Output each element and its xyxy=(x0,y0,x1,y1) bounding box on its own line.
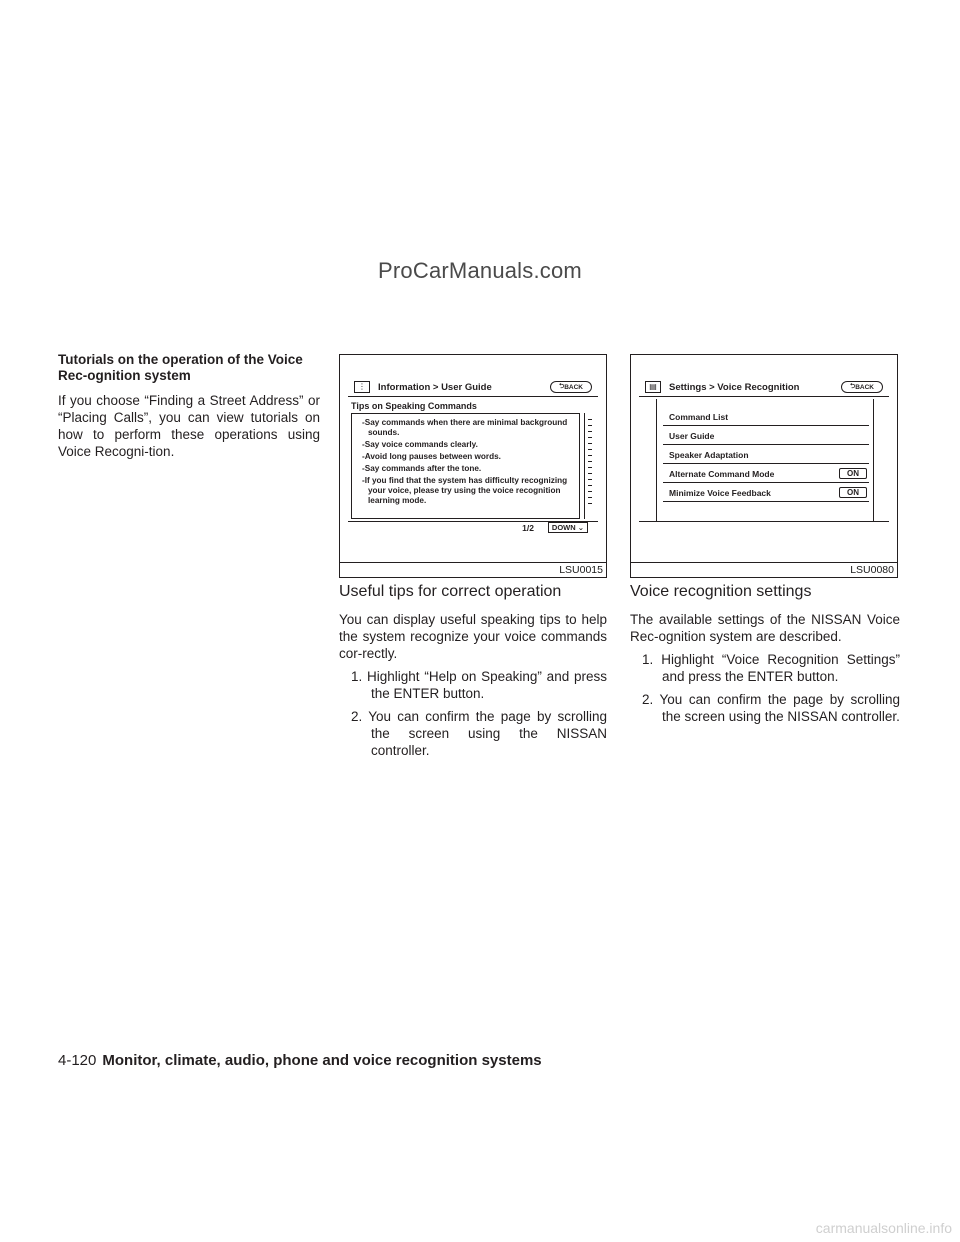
toggle-label: ON xyxy=(847,488,859,497)
screen-voice-settings xyxy=(639,379,889,527)
voice-settings-paragraph: The available settings of the NISSAN Voice Rec-ognition system are described. xyxy=(630,612,900,644)
scrollbar[interactable] xyxy=(584,413,596,519)
back-button[interactable] xyxy=(841,381,883,393)
tip-line: learning mode. xyxy=(368,496,427,505)
voice-settings-steps xyxy=(630,651,900,725)
tip-line: -If you find that the system has difficulty recognizing xyxy=(362,476,568,485)
figure-voice-settings-screen xyxy=(630,354,898,578)
tutorials-paragraph: If you choose “Finding a Street Address” or “Placing Calls”, you can view tutorials on how to perform these operations using Voice Recogni-tion. xyxy=(58,393,320,459)
screen-title: Information > User Guide xyxy=(378,382,492,393)
tip-line: -Say commands when there are minimal background xyxy=(362,418,568,427)
title-divider xyxy=(639,396,889,397)
tip-line: -Say voice commands clearly. xyxy=(362,440,478,449)
left-scroll-strip xyxy=(643,399,657,521)
row-label: Command List xyxy=(669,412,729,422)
settings-row-user-guide[interactable] xyxy=(663,428,869,445)
tutorials-subheading: Tutorials on the operation of the Voice Rec-ognition system xyxy=(58,352,303,383)
back-arrow-icon: ⮌ xyxy=(559,382,565,390)
figure-rule xyxy=(340,562,606,563)
watermark-top: ProCarManuals.com xyxy=(378,258,582,283)
settings-row-speaker-adaptation[interactable] xyxy=(663,447,869,464)
back-label: BACK xyxy=(564,383,583,391)
toggle-on-button[interactable] xyxy=(839,487,867,498)
list-item: 2. You can confirm the page by scrolling the screen using the NISSAN controller. xyxy=(642,692,900,724)
info-icon: ⋮ xyxy=(354,381,370,393)
page-indicator: 1/2 xyxy=(522,523,534,533)
voice-settings-heading: Voice recognition settings xyxy=(630,583,812,600)
chapter-title: Monitor, climate, audio, phone and voice recognition systems xyxy=(102,1052,542,1069)
tip-line: -Avoid long pauses between words. xyxy=(362,452,501,461)
tips-list xyxy=(351,413,580,519)
settings-icon: ▤ xyxy=(645,381,661,393)
right-column xyxy=(630,583,900,731)
watermark-bottom: carmanualsonline.info xyxy=(815,1220,952,1236)
title-divider xyxy=(348,396,598,397)
list-item: 2. You can confirm the page by scrolling the screen using the NISSAN controller. xyxy=(351,709,607,758)
row-label: Alternate Command Mode xyxy=(669,469,775,479)
page-number: 4-120 xyxy=(58,1052,97,1069)
back-button[interactable] xyxy=(550,381,592,393)
figure-rule xyxy=(631,562,897,563)
page-footer xyxy=(58,1052,542,1069)
chevron-down-icon: ⌄ xyxy=(577,523,585,532)
down-button[interactable] xyxy=(548,522,588,533)
useful-tips-paragraph: You can display useful speaking tips to help the system recognize your voice commands cor-rectly. xyxy=(339,612,607,661)
settings-row-minimize-voice-feedback[interactable] xyxy=(663,485,869,502)
screen-user-guide xyxy=(348,379,598,533)
toggle-on-button[interactable] xyxy=(839,468,867,479)
useful-tips-steps xyxy=(339,668,607,759)
bottom-divider xyxy=(639,521,889,522)
toggle-label: ON xyxy=(847,469,859,478)
back-arrow-icon: ⮌ xyxy=(850,382,856,390)
tip-line: sounds. xyxy=(368,428,400,437)
row-label: Minimize Voice Feedback xyxy=(669,488,771,498)
figure-code: LSU0015 xyxy=(559,564,603,576)
useful-tips-heading: Useful tips for correct operation xyxy=(339,583,562,600)
tips-subtitle: Tips on Speaking Commands xyxy=(351,401,477,411)
middle-column xyxy=(339,583,607,765)
back-label: BACK xyxy=(855,383,874,391)
row-label: User Guide xyxy=(669,431,715,441)
tip-line: -Say commands after the tone. xyxy=(362,464,482,473)
settings-row-alternate-command-mode[interactable] xyxy=(663,466,869,483)
list-item: 1. Highlight “Help on Speaking” and press the ENTER button. xyxy=(351,669,607,701)
scrollbar[interactable] xyxy=(873,399,887,521)
down-label: DOWN xyxy=(551,523,576,532)
list-item: 1. Highlight “Voice Recognition Settings” and press the ENTER button. xyxy=(642,652,900,684)
left-column xyxy=(58,352,320,460)
settings-row-command-list[interactable] xyxy=(663,409,869,426)
row-label: Speaker Adaptation xyxy=(669,450,749,460)
figure-user-guide-screen xyxy=(339,354,607,578)
figure-code: LSU0080 xyxy=(850,564,894,576)
screen-title: Settings > Voice Recognition xyxy=(669,382,800,393)
tip-line: your voice, please try using the voice recognition xyxy=(368,486,561,495)
